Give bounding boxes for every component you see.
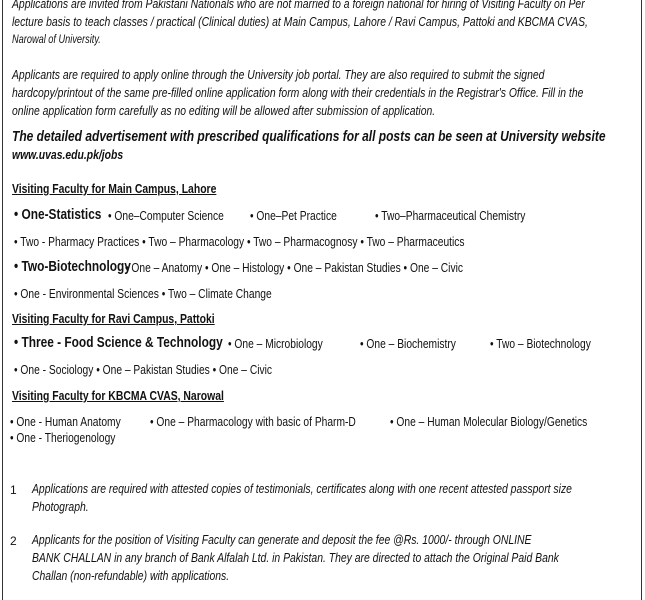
post-item: • One - Human Anatomy <box>10 415 121 429</box>
post-item: • Two-Biotechnology <box>14 259 131 275</box>
post-row: • Two - Pharmacy Practices • Two – Pharmacology • Two – Pharmacognosy • Two – Pharmaceutics <box>14 235 465 249</box>
frame-border-right <box>641 0 642 600</box>
post-row: • One - Environmental Sciences • Two – Climate Change <box>14 287 272 301</box>
post-item: • One–Computer Science <box>108 209 224 223</box>
post-item: • Two–Pharmaceutical Chemistry <box>375 209 526 223</box>
post-item: • One – Microbiology <box>228 337 323 351</box>
post-item: • One – Human Molecular Biology/Genetics <box>390 415 588 429</box>
post-row: • One - Sociology • One – Pakistan Studies • One – Civic <box>14 363 273 377</box>
note-line: Photograph. <box>32 499 89 514</box>
apply-line: hardcopy/printout of the same pre-filled online application form along with their credentials in the Registrar's Office. Fill in the <box>12 85 584 100</box>
post-item: • Two – Biotechnology <box>490 337 591 351</box>
post-item: • Three - Food Science & Technology <box>14 335 223 351</box>
kbcma-heading: Visiting Faculty for KBCMA CVAS, Narowal <box>12 388 224 403</box>
intro-line: Applications are invited from Pakistani Nationals who are not married to a foreign national for hiring of Visiting Faculty on Per <box>12 0 585 11</box>
apply-line: online application form carefully as no editing will be allowed after submission of application. <box>12 103 436 118</box>
post-item: • One – Pharmacology with basic of Pharm-D <box>150 415 356 429</box>
note-line: Applications are required with attested copies of testimonials, certificates along with one recent attested passport size <box>32 481 572 496</box>
intro-line: lecture basis to teach classes / practical (Clinical duties) at Main Campus, Lahore / Ravi Campus, Pattoki and KBCMA CVAS, <box>12 14 588 29</box>
note-line: Applicants for the position of Visiting Faculty can generate and deposit the fee @Rs. 1000/- through ONLINE <box>32 532 532 547</box>
advert-text: The detailed advertisement with prescribed qualifications for all posts can be seen at University website <box>12 128 606 145</box>
post-row: • One – Anatomy • One – Histology • One – Pakistan Studies • One – Civic <box>125 261 463 275</box>
note-line: BANK CHALLAN in any branch of Bank Alfalah Ltd. in Pakistan. They are directed to attach the Original Paid Bank <box>32 550 559 565</box>
note-number: 2 <box>10 534 17 548</box>
advert-url[interactable]: www.uvas.edu.pk/jobs <box>12 147 124 162</box>
post-item: • One–Pet Practice <box>250 209 337 223</box>
main-campus-heading: Visiting Faculty for Main Campus, Lahore <box>12 181 217 196</box>
ravi-campus-heading: Visiting Faculty for Ravi Campus, Pattoki <box>12 311 215 326</box>
note-line: Challan (non-refundable) with applications. <box>32 568 230 583</box>
post-item: • One – Biochemistry <box>360 337 456 351</box>
note-number: 1 <box>10 483 17 497</box>
frame-border-left <box>2 0 3 600</box>
apply-line: Applicants are required to apply online through the University job portal. They are also required to submit the signed <box>12 67 545 82</box>
post-item: • One-Statistics <box>14 207 102 223</box>
intro-line: Narowal of University. <box>12 34 101 46</box>
post-row: • One - Theriogenology <box>10 431 116 445</box>
